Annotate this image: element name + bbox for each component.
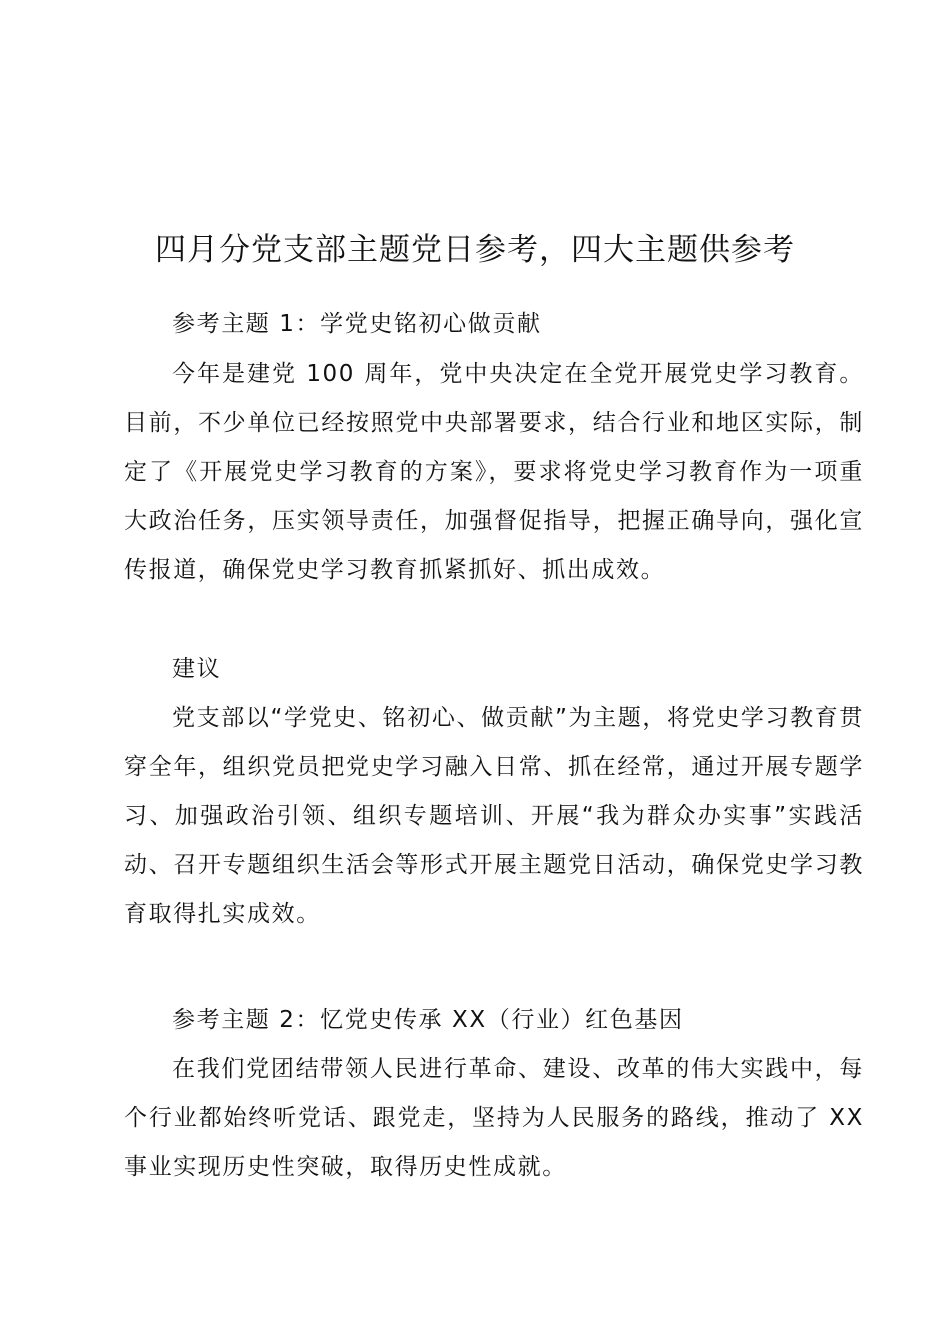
section-1-intro-paragraph: 今年是建党 100 周年，党中央决定在全党开展党史学习教育。目前，不少单位已经按照党中央部署要求，结合行业和地区实际，制定了《开展党史学习教育的方案》，要求将党史学习教育作为一项重大政治任务，压实领导责任，加强督促指导，把握正确导向，强化宣传报道，确保党史学习教育抓紧抓好、抓出成效。 — [124, 361, 864, 583]
document-title: 四月分党支部主题党日参考，四大主题供参考 — [155, 232, 795, 268]
suggestion-paragraph: 党支部以“学党史、铭初心、做贡献”为主题，将党史学习教育贯穿全年，组织党员把党史学习融入日常、抓在经常，通过开展专题学习、加强政治引领、组织专题培训、开展“我为群众办实事”实践活动、召开专题组织生活会等形式开展主题党日活动，确保党史学习教育取得扎实成效。 — [124, 705, 864, 927]
section-2-heading: 参考主题 2：忆党史传承 XX（行业）红色基因 — [172, 1007, 684, 1033]
suggestion-label: 建议 — [172, 656, 222, 682]
section-2-intro-paragraph: 在我们党团结带领人民进行革命、建设、改革的伟大实践中，每个行业都始终听党话、跟党走，坚持为人民服务的路线，推动了 XX 事业实现历史性突破，取得历史性成就。 — [124, 1056, 864, 1180]
section-1-heading: 参考主题 1：学党史铭初心做贡献 — [172, 311, 542, 337]
